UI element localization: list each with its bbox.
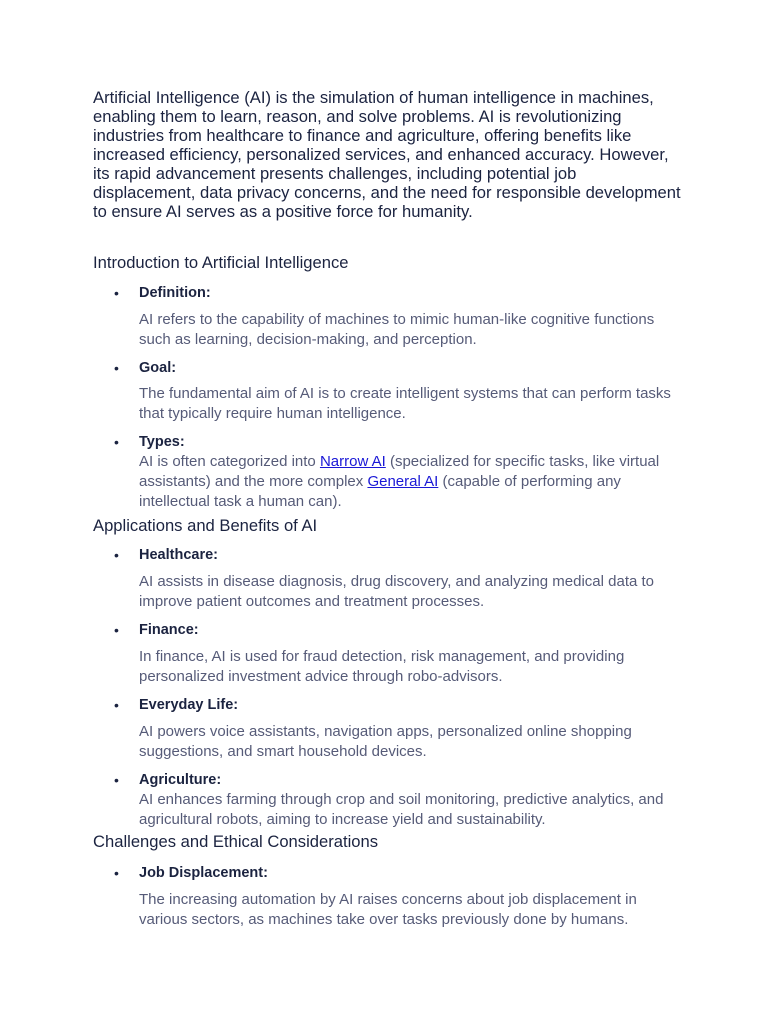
item-label-agriculture: Agriculture: — [139, 772, 222, 788]
item-text-everyday-life: AI powers voice assistants, navigation apps, personalized online shopping suggestions, and smart household devices. — [139, 723, 632, 760]
section-heading-challenges: Challenges and Ethical Considerations — [93, 832, 379, 851]
item-label-finance: Finance: — [139, 622, 199, 638]
intro-paragraph: Artificial Intelligence (AI) is the simulation of human intelligence in machines, enabling them to learn, reason, and solve problems. AI is revolutionizing industries from healthcare to finance and agriculture, offering benefits like increased efficiency, personalized services, and enhanced accuracy. However, its rapid advancement presents challenges, including potential job displacement, data privacy concerns, and the need for responsible development to ensure AI serves as a positive force for humanity. — [93, 88, 681, 221]
item-label-types: Types: — [139, 434, 185, 450]
bullet-icon: • — [114, 865, 119, 881]
bullet-icon: • — [114, 772, 119, 788]
item-text-job-displacement: The increasing automation by AI raises concerns about job displacement in various sectors, as machines take over tasks previously done by humans. — [139, 891, 637, 928]
item-label-everyday-life: Everyday Life: — [139, 697, 239, 713]
types-text-middle: (specialized for specific tasks, like virtual assistants) and the more complex — [139, 453, 660, 490]
item-label-definition: Definition: — [139, 285, 211, 301]
bullet-icon: • — [114, 434, 119, 450]
item-label-healthcare: Healthcare: — [139, 547, 218, 563]
item-text-goal: The fundamental aim of AI is to create intelligent systems that can perform tasks that typically require human intelligence. — [139, 385, 671, 422]
types-text-before: AI is often categorized into — [139, 453, 320, 470]
item-text-definition: AI refers to the capability of machines to mimic human-like cognitive functions such as learning, decision-making, and perception. — [139, 311, 655, 348]
item-label-goal: Goal: — [139, 360, 177, 376]
section-heading-applications: Applications and Benefits of AI — [93, 516, 318, 535]
item-text-finance: In finance, AI is used for fraud detection, risk management, and providing personalized investment advice through robo-advisors. — [139, 648, 625, 685]
item-label-job-displacement: Job Displacement: — [139, 865, 268, 881]
bullet-icon: • — [114, 697, 119, 713]
general-ai-link[interactable]: General AI — [367, 473, 439, 490]
bullet-icon: • — [114, 622, 119, 638]
item-text-agriculture: AI enhances farming through crop and soil monitoring, predictive analytics, and agricultural robots, aiming to increase yield and sustainability. — [139, 791, 664, 828]
item-text-types — [139, 452, 679, 512]
bullet-icon: • — [114, 360, 119, 376]
narrow-ai-link[interactable]: Narrow AI — [319, 453, 386, 470]
types-text-after: (capable of performing any intellectual task a human can). — [139, 473, 621, 510]
item-text-healthcare: AI assists in disease diagnosis, drug discovery, and analyzing medical data to improve patient outcomes and treatment processes. — [139, 573, 655, 610]
bullet-icon: • — [114, 547, 119, 563]
section-heading-introduction: Introduction to Artificial Intelligence — [93, 253, 349, 272]
bullet-icon: • — [114, 285, 119, 301]
